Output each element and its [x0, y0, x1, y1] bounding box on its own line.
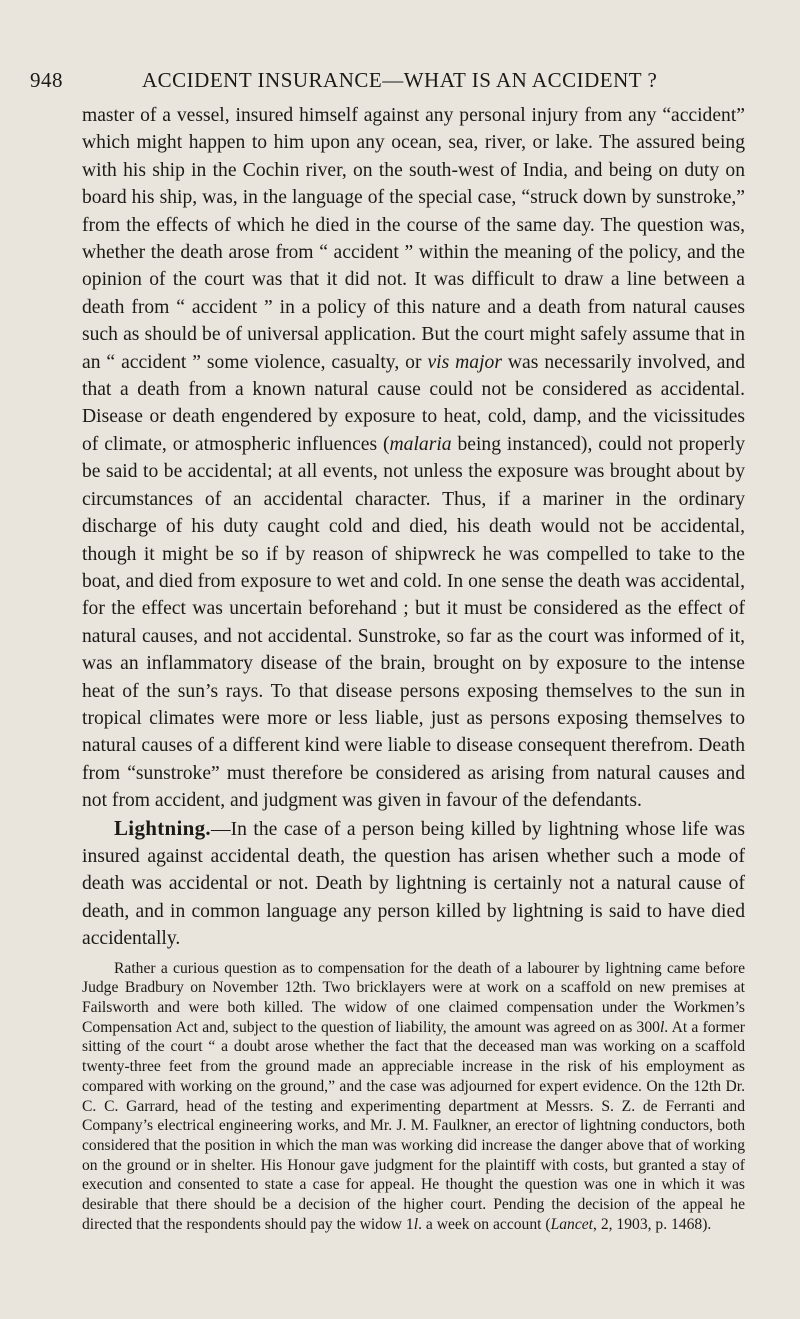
paragraph-text: master of a vessel, insured himself against any personal injury from any “accident” which might happen to him upon any ocean, sea, river, or lake. The assured being with his ship in the Cochin river, on the south-west of India, and being on duty on board his ship, was, in the language of the special case, “struck down by sunstroke,” from the effects of which he died in the course of the same day. The question was, whether the death arose from “ accident ” within the meaning of the policy, and the opinion of the court was that it did not. It was difficult to draw a line between a death from “ accident ” in a policy of this nature and a death from natural causes such as should be of universal application. But the court might safely assume that in an “ accident ” some violence, casualty, or — [82, 105, 745, 373]
paragraph-text: , 2, 1903, p. 1468). — [593, 1215, 712, 1233]
paragraph-compensation-note — [82, 959, 745, 1235]
paragraph-text: . a week on account ( — [418, 1215, 551, 1233]
paragraph-sunstroke-case — [82, 102, 745, 815]
italic-term: vis major — [427, 351, 502, 373]
page-number: 948 — [30, 68, 63, 92]
italic-citation: Lancet — [550, 1215, 594, 1233]
italic-term: malaria — [389, 433, 452, 455]
paragraph-text: being instanced), could not properly be said to be accidental; at all events, not unless the exposure was brought about by circumstances of an accidental character. Thus, if a mariner in the ordinary discharge of his duty caught cold and died, his death would not be accidental, though it might be so if by reason of shipwreck he was compelled to take to the boat, and died from exposure to wet and cold. In one sense the death was accidental, for the effect was uncertain beforehand ; but it must be considered as the effect of natural causes, and not accidental. Sunstroke, so far as the court was informed of it, was an inflammatory disease of the brain, brought on by exposure to the intense heat of the sun’s rays. To that disease persons exposing themselves to the sun in tropical climates were more or less liable, just as persons exposing themselves to natural causes of a different kind were liable to disease consequent therefrom. Death from “sunstroke” must therefore be considered as arising from natural causes and not from accident, and judgment was given in favour of the defendants. — [82, 433, 746, 812]
section-heading-lightning: Lightning. — [114, 815, 211, 840]
paragraph-text: —In the case of a person being killed by lightning whose life was insured against accidental death, the question has arisen whether such a mode of death was accidental or not. Death by lightning is certainly not a natural cause of death, and in common language any person killed by lightning is said to have died accidentally. — [82, 818, 745, 950]
page-header — [30, 68, 745, 102]
paragraph-text: . At a former sitting of the court “ a doubt arose whether the fact that the deceased man was working on a scaffold twenty-three feet from the ground made an appreciable increase in the risk of his employment as compared with working on the ground,” and the case was adjourned for expert evidence. On the 12th Dr. C. C. Garrard, head of the testing and experimenting department at Messrs. S. Z. de Ferranti and Company’s electrical engineering works, and Mr. J. M. Faulkner, an erector of lightning conductors, both considered that the position in which the man was working did increase the danger above that of working on the ground or in shelter. His Honour gave judgment for the plaintiff with costs, but granted a stay of execution and consented to state a case for appeal. He thought the question was one in which it was desirable that there should be a decision of the higher court. Pending the decision of the appeal he directed that the respondents should pay the widow 1 — [82, 1018, 745, 1233]
paragraph-text: was necessarily involved, and that a death from a known natural cause could not be considered as accidental. Disease or death engendered by exposure to heat, cold, damp, and the vicissitudes of climate, or atmospheric influences ( — [82, 351, 745, 455]
running-title: ACCIDENT INSURANCE—WHAT IS AN ACCIDENT ? — [142, 68, 658, 92]
italic-unit: l — [659, 1018, 665, 1036]
italic-unit: l — [413, 1215, 419, 1233]
paragraph-lightning — [82, 815, 745, 953]
paragraph-text: Rather a curious question as to compensation for the death of a labourer by lightning came before Judge Bradbury on November 12th. Two bricklayers were at work on a scaffold on new premises at Failsworth and were both killed. The widow of one claimed compensation under the Workmen’s Compensation Act and, subject to the question of liability, the amount was agreed on as 300 — [82, 959, 745, 1036]
